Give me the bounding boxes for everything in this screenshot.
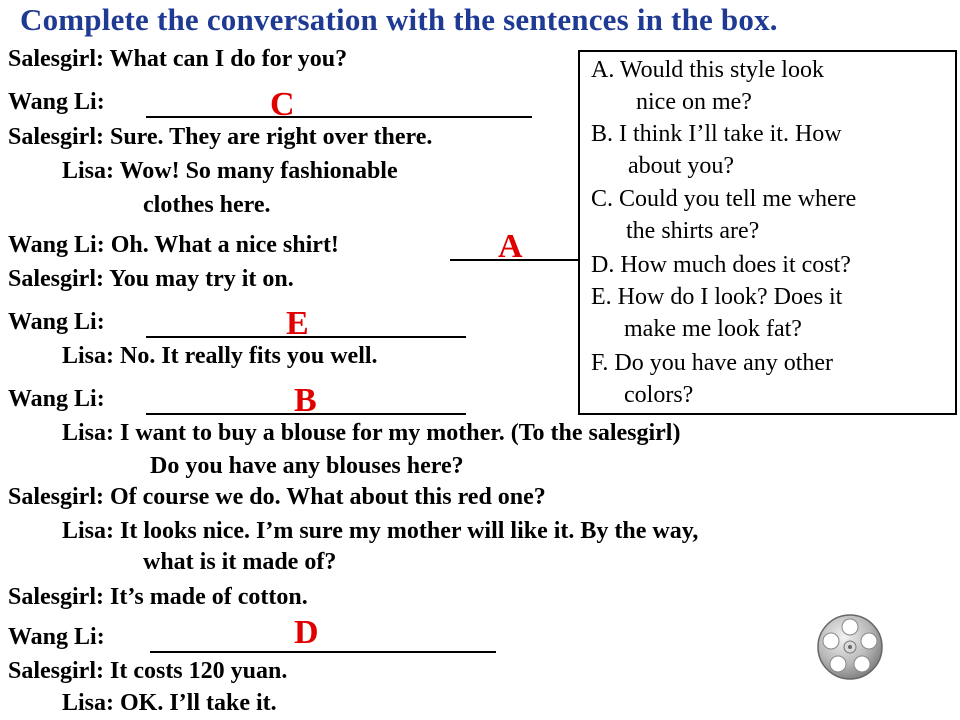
dialogue-line-5: Wang Li: Oh. What a nice shirt! — [8, 232, 339, 258]
dialogue-line-9: Wang Li: — [8, 386, 105, 412]
dialogue-line-8: Lisa: No. It really fits you well. — [62, 343, 378, 369]
dialogue-line-13: Salesgirl: It’s made of cotton. — [8, 584, 308, 610]
dialogue-line-14: Wang Li: — [8, 624, 105, 650]
dialogue-line-7: Wang Li: — [8, 309, 105, 335]
option-c: C. Could you tell me where — [591, 186, 857, 212]
answer-blank-5[interactable] — [150, 651, 496, 653]
answer-5: D — [294, 614, 319, 651]
dialogue-line-4-cont: clothes here. — [143, 192, 271, 218]
answer-1: C — [270, 86, 295, 123]
dialogue-line-6: Salesgirl: You may try it on. — [8, 266, 294, 292]
option-a: A. Would this style look — [591, 57, 824, 83]
option-f-cont: colors? — [624, 382, 694, 408]
dialogue-line-11: Salesgirl: Of course we do. What about this red one? — [8, 484, 546, 510]
dialogue-line-12-cont: what is it made of? — [143, 549, 337, 575]
dialogue-line-3: Salesgirl: Sure. They are right over there. — [8, 124, 433, 150]
option-c-cont: the shirts are? — [626, 218, 760, 244]
answer-3: E — [286, 305, 309, 342]
dialogue-line-4: Lisa: Wow! So many fashionable — [62, 158, 398, 184]
dialogue-line-10: Lisa: I want to buy a blouse for my mother. (To the salesgirl) — [62, 420, 681, 446]
answer-2: A — [498, 228, 523, 265]
film-reel-icon[interactable] — [816, 613, 884, 681]
option-e-cont: make me look fat? — [624, 316, 802, 342]
dialogue-line-15: Salesgirl: It costs 120 yuan. — [8, 658, 288, 684]
option-b: B. I think I’ll take it. How — [591, 121, 842, 147]
dialogue-line-12: Lisa: It looks nice. I’m sure my mother will like it. By the way, — [62, 518, 699, 544]
page-title: Complete the conversation with the sentences in the box. — [20, 2, 778, 37]
answer-4: B — [294, 382, 317, 419]
option-e: E. How do I look? Does it — [591, 284, 843, 310]
option-a-cont: nice on me? — [636, 89, 752, 115]
dialogue-line-16: Lisa: OK. I’ll take it. — [62, 690, 277, 716]
option-b-cont: about you? — [628, 153, 734, 179]
option-d: D. How much does it cost? — [591, 252, 851, 278]
dialogue-line-10-cont: Do you have any blouses here? — [150, 453, 464, 479]
dialogue-line-2: Wang Li: — [8, 89, 105, 115]
option-f: F. Do you have any other — [591, 350, 834, 376]
dialogue-line-1: Salesgirl: What can I do for you? — [8, 46, 348, 72]
answer-blank-1[interactable] — [146, 116, 532, 118]
